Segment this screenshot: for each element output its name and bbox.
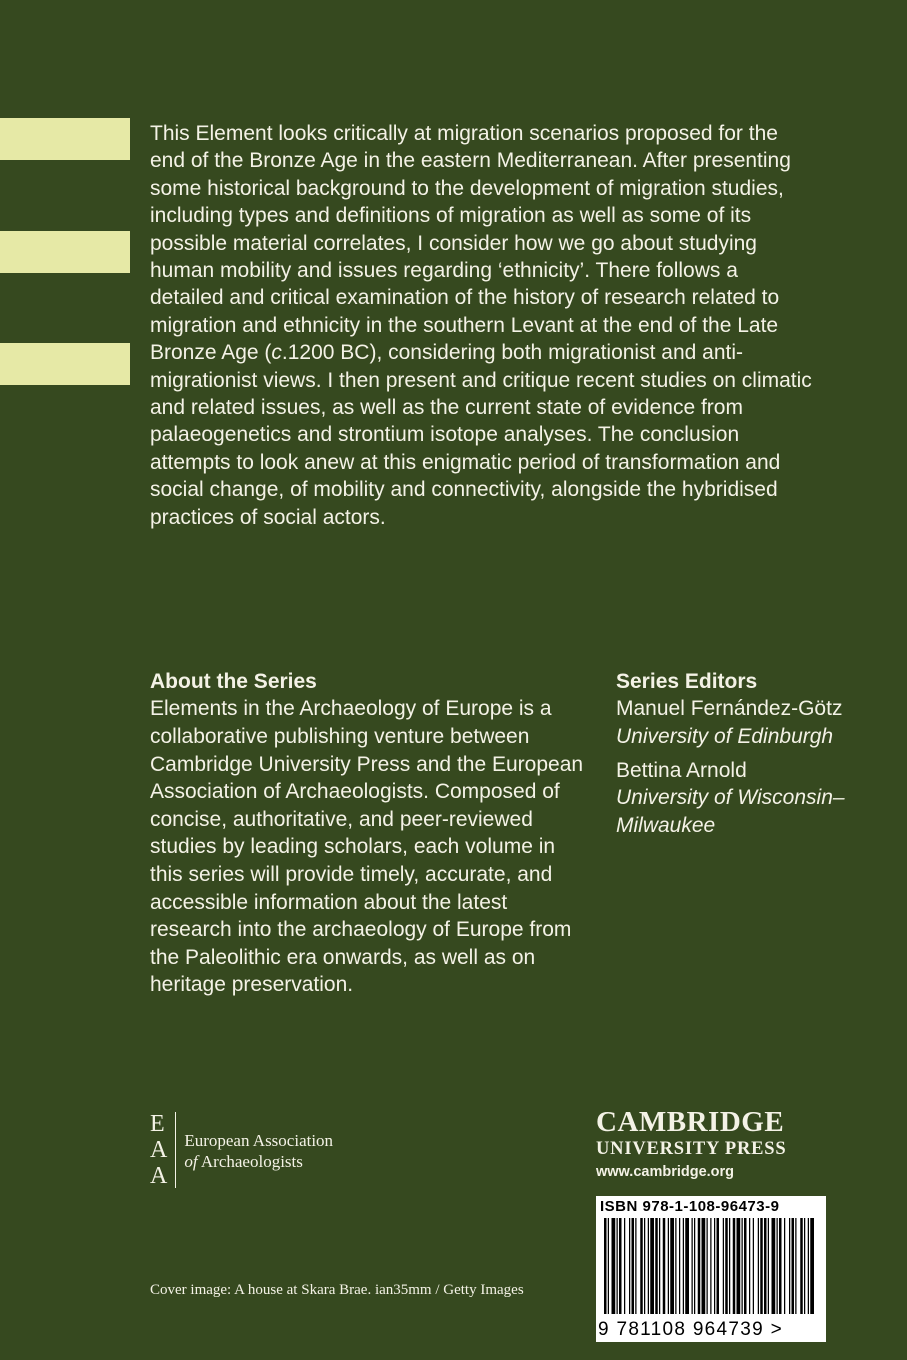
barcode-bar: [640, 1218, 643, 1314]
barcode-bar: [612, 1218, 616, 1314]
barcode-bar: [604, 1218, 607, 1314]
eaa-monogram: [150, 1112, 176, 1188]
barcode-bar: [795, 1218, 796, 1314]
barcode-bar: [714, 1218, 715, 1314]
barcode-bar: [742, 1218, 743, 1314]
barcode-bar: [779, 1218, 782, 1314]
barcode-bar: [644, 1218, 645, 1314]
barcode-bar: [784, 1218, 785, 1314]
barcode-bar: [808, 1218, 809, 1314]
barcode-bar: [659, 1218, 660, 1314]
barcode-bar: [792, 1218, 795, 1314]
editor-affiliation: University of Wisconsin–Milwaukee: [616, 786, 845, 837]
book-abstract: This Element looks critically at migration scenarios proposed for the end of the Bronze Age in the eastern Mediterranean. After presenting some historical background to the development of migration studies, including types and definitions of migration as well as some of its possible material correlates, I consider how we go about studying human mobility and issues regarding ‘ethnicity’. There follows a detailed and critical examination of the history of research related to migration and ethnicity in the southern Levant at the end of the Late Bronze Age (c.1200 BC), considering both migrationist and anti-migrationist views. I then present and critique recent studies on climatic and related issues, as well as the current state of evidence from palaeogenetics and strontium isotope analyses. The conclusion attempts to look anew at this enigmatic period of transformation and social change, of mobility and connectivity, alongside the hybridised practices of social actors.: [150, 122, 812, 529]
eaa-name-of: of: [184, 1152, 198, 1171]
barcode-bar: [729, 1218, 730, 1314]
barcode-bar: [702, 1218, 706, 1314]
barcode-bar: [692, 1218, 693, 1314]
barcode-bar: [648, 1218, 649, 1314]
barcode-bar: [624, 1218, 625, 1314]
eaa-letter: A: [150, 1163, 168, 1189]
isbn-label: ISBN 978-1-108-96473-9: [600, 1198, 780, 1215]
barcode-bar: [629, 1218, 630, 1314]
barcode-bar: [655, 1218, 658, 1314]
barcode-bar: [737, 1218, 741, 1314]
barcode-bar: [685, 1218, 689, 1314]
publisher-logo: [596, 1106, 826, 1182]
barcode-bar: [694, 1218, 695, 1314]
about-text: Elements in the Archaeology of Europe is a collaborative publishing venture between Cambridge University Press and the European Association of Archaeologists. Composed of concise, authoritative, and peer-reviewed studies by leading scholars, each volume in this series will provide timely, accurate, and accessible information about the latest research into the archaeology of Europe from the Paleolithic era onwards, as well as on heritage preservation.: [150, 697, 584, 997]
barcode-bar: [768, 1218, 769, 1314]
barcode-bar: [725, 1218, 728, 1314]
eaa-name-line1: European Association: [184, 1131, 334, 1150]
barcode-bar: [650, 1218, 654, 1314]
barcode-bar: [707, 1218, 708, 1314]
barcode-bar: [617, 1218, 618, 1314]
editor-affiliation: University of Edinburgh: [616, 725, 834, 748]
barcode-bar: [789, 1218, 790, 1314]
barcode-bar: [744, 1218, 747, 1314]
barcode-bar: [683, 1218, 684, 1314]
barcode-bar: [749, 1218, 750, 1314]
barcode-bar: [772, 1218, 776, 1314]
eaa-letter: E: [150, 1111, 165, 1137]
eaa-logo: [150, 1112, 333, 1188]
series-editors: [616, 668, 866, 845]
eaa-name-line2: [184, 1151, 333, 1172]
publisher-url: www.cambridge.org: [596, 1164, 735, 1180]
barcode-bar: [698, 1218, 701, 1314]
barcode-bar: [733, 1218, 736, 1314]
editor-entry: [616, 695, 866, 750]
barcode-bar: [679, 1218, 680, 1314]
isbn-barcode: [596, 1196, 826, 1342]
barcode-bar: [710, 1218, 711, 1314]
publisher-press: UNIVERSITY PRESS: [596, 1139, 787, 1159]
barcode-bar: [804, 1218, 805, 1314]
barcode-bar: [758, 1218, 759, 1314]
barcode-digits: 9 781108 964739 >: [598, 1319, 783, 1340]
publisher-name: CAMBRIDGE: [596, 1106, 785, 1138]
eaa-name: [176, 1112, 333, 1188]
decorative-stripe-1: [0, 118, 130, 160]
decorative-stripe-3: [0, 343, 130, 385]
cover-image-credit: Cover image: A house at Skara Brae. ian35mm / Getty Images: [150, 1282, 524, 1298]
editors-heading: Series Editors: [616, 670, 758, 693]
barcode-bar: [632, 1218, 635, 1314]
barcode-bar: [777, 1218, 778, 1314]
barcode-bar: [670, 1218, 674, 1314]
barcode-bar: [760, 1218, 763, 1314]
barcode-bar: [753, 1218, 754, 1314]
barcode-bar: [764, 1218, 767, 1314]
barcode-bar: [800, 1218, 803, 1314]
barcode-bar: [723, 1218, 724, 1314]
barcode-bar: [810, 1218, 814, 1314]
barcode-bar: [717, 1218, 720, 1314]
editor-name: Bettina Arnold: [616, 758, 747, 782]
barcode-bar: [668, 1218, 669, 1314]
about-heading: About the Series: [150, 670, 317, 693]
eaa-name-rest: Archaeologists: [197, 1152, 303, 1171]
barcode-bar: [608, 1218, 609, 1314]
barcode-bar: [619, 1218, 622, 1314]
editor-name: Manuel Fernández-Götz: [616, 697, 843, 721]
about-the-series: [150, 668, 590, 999]
editor-entry: [616, 757, 866, 840]
barcode-bars: [602, 1218, 820, 1314]
barcode-bar: [675, 1218, 676, 1314]
barcode-bar: [663, 1218, 666, 1314]
decorative-stripe-2: [0, 231, 130, 273]
barcode-bar: [635, 1218, 636, 1314]
eaa-letter: A: [150, 1137, 168, 1163]
